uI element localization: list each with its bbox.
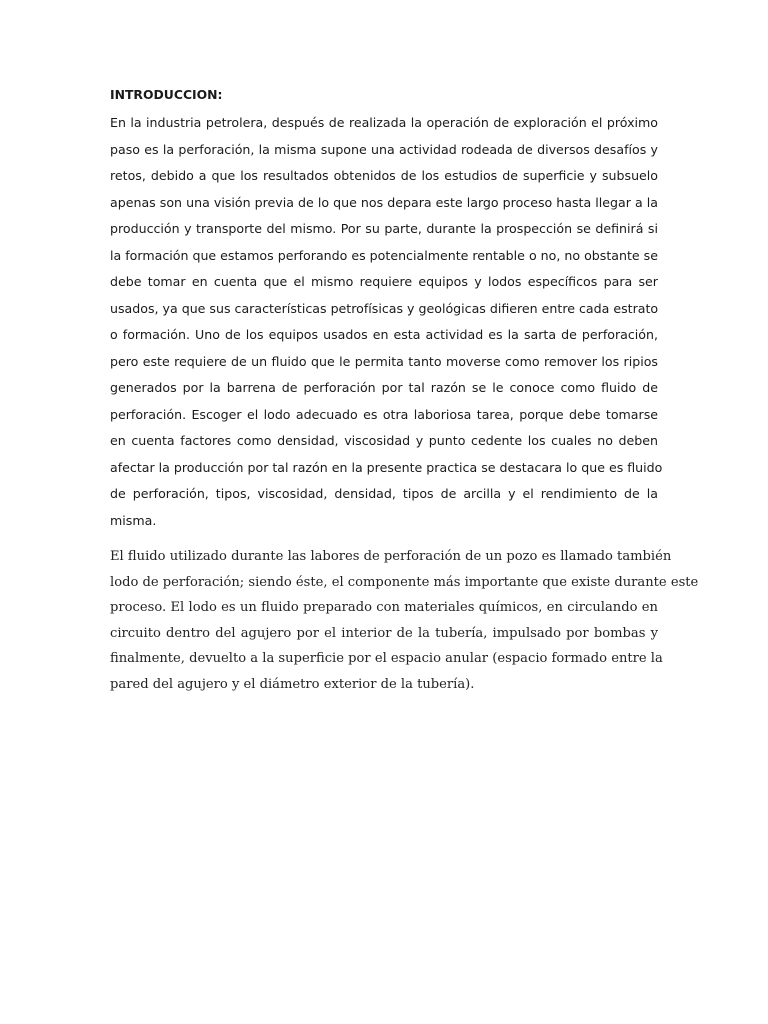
paragraph2-line: El fluido utilizado durante las labores de perforación de un pozo es llamado también xyxy=(110,549,672,564)
paragraph2-line: circuito dentro del agujero por el interior de la tubería, impulsado por bombas y xyxy=(110,626,658,641)
paragraph1-line: En la industria petrolera, después de realizada la operación de exploración el próximo xyxy=(110,115,658,130)
paragraph1-line: pero este requiere de un fluido que le permita tanto moverse como remover los ripios xyxy=(110,354,658,369)
paragraph1-line: perforación. Escoger el lodo adecuado es otra laboriosa tarea, porque debe tomarse xyxy=(110,407,658,422)
paragraph1-line: afectar la producción por tal razón en la presente practica se destacara lo que es fluido xyxy=(110,460,663,475)
paragraph2-line: pared del agujero y el diámetro exterior de la tubería). xyxy=(110,677,475,692)
paragraph1-line: de perforación, tipos, viscosidad, densidad, tipos de arcilla y el rendimiento de la xyxy=(110,486,658,501)
paragraph1-line: usados, ya que sus características petrofísicas y geológicas difieren entre cada estrato xyxy=(110,301,659,316)
paragraph1-line: producción y transporte del mismo. Por su parte, durante la prospección se definirá si xyxy=(110,221,658,236)
paragraph2-line: finalmente, devuelto a la superficie por el espacio anular (espacio formado entre la xyxy=(110,651,663,666)
paragraph1-line: en cuenta factores como densidad, viscosidad y punto cedente los cuales no deben xyxy=(110,433,658,448)
paragraph1-line: retos, debido a que los resultados obtenidos de los estudios de superficie y subsuelo xyxy=(110,168,658,183)
paragraph1-line: o formación. Uno de los equipos usados en esta actividad es la sarta de perforación, xyxy=(110,327,658,342)
paragraph1-line: la formación que estamos perforando es potencialmente rentable o no, no obstante se xyxy=(110,248,658,263)
paragraph1-line: misma. xyxy=(110,513,157,528)
paragraph2-line: lodo de perforación; siendo éste, el componente más importante que existe durante este xyxy=(110,575,699,590)
paragraph1-line: apenas son una visión previa de lo que nos depara este largo proceso hasta llegar a la xyxy=(110,195,658,210)
paragraph1-line: paso es la perforación, la misma supone una actividad rodeada de diversos desafíos y xyxy=(110,142,658,157)
paragraph2-line: proceso. El lodo es un fluido preparado con materiales químicos, en circulando en xyxy=(110,600,658,615)
paragraph1-line: generados por la barrena de perforación por tal razón se le conoce como fluido de xyxy=(110,380,658,395)
section-heading: INTRODUCCION: xyxy=(110,87,223,102)
paragraph1-line: debe tomar en cuenta que el mismo requiere equipos y lodos específicos para ser xyxy=(110,274,658,289)
